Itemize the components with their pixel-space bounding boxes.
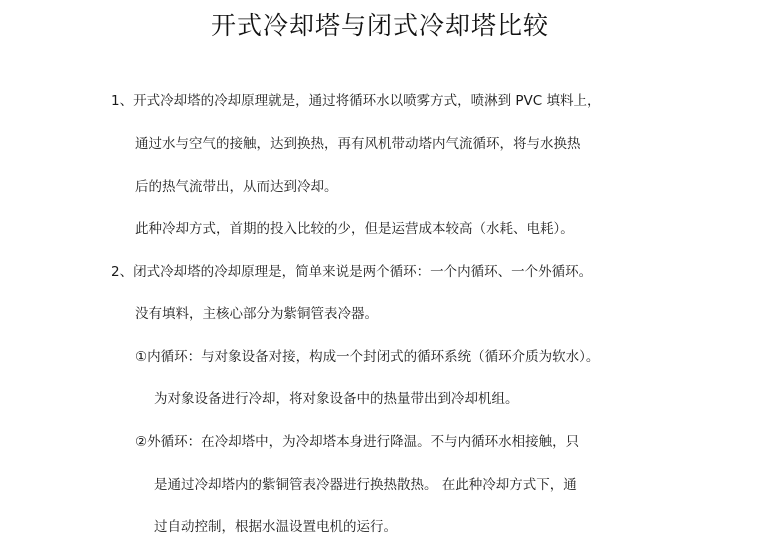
paragraph-1-line-2: 通过水与空气的接触，达到换热，再有风机带动塔内气流循环，将与水换热	[135, 136, 581, 152]
inner-loop-line-1: ①内循环：与对象设备对接，构成一个封闭式的循环系统（循环介质为软水）。	[135, 349, 600, 365]
outer-loop-line-3: 过自动控制，根据水温设置电机的运行。	[154, 519, 397, 535]
inner-loop-line-2: 为对象设备进行冷却，将对象设备中的热量带出到冷却机组。	[154, 391, 519, 407]
document-title: 开式冷却塔与闭式冷却塔比较	[210, 11, 549, 40]
paragraph-2-line-1: 2、闭式冷却塔的冷却原理是，简单来说是两个循环：一个内循环、一个外循环。	[111, 264, 593, 280]
paragraph-1-line-4: 此种冷却方式，首期的投入比较的少，但是运营成本较高（水耗、电耗）。	[135, 221, 574, 237]
paragraph-1-line-1: 1、开式冷却塔的冷却原理就是，通过将循环水以喷雾方式，喷淋到 PVC 填料上，	[111, 93, 601, 109]
outer-loop-line-2: 是通过冷却塔内的紫铜管表冷器进行换热散热。 在此种冷却方式下，通	[154, 477, 577, 493]
paragraph-2-line-2: 没有填料，主核心部分为紫铜管表冷器。	[135, 306, 378, 322]
paragraph-1-line-3: 后的热气流带出，从而达到冷却。	[135, 179, 338, 195]
outer-loop-line-1: ②外循环：在冷却塔中，为冷却塔本身进行降温。不与内循环水相接触，只	[135, 434, 580, 450]
